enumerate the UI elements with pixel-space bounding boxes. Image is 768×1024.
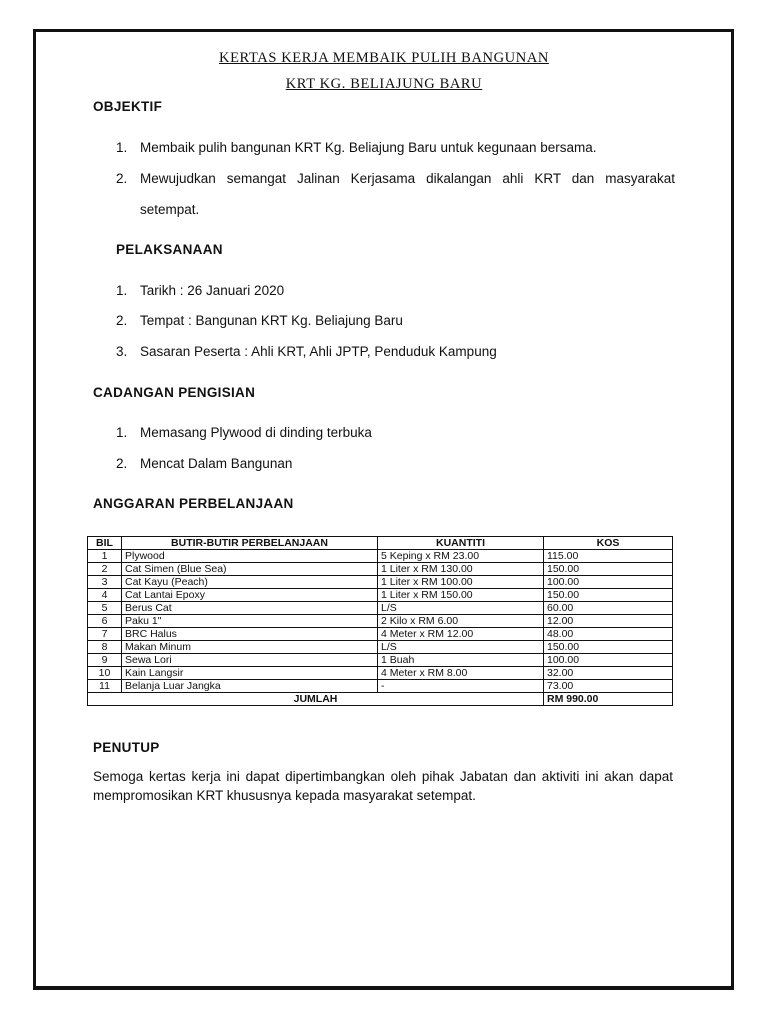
total-value: RM 990.00 <box>544 693 673 706</box>
closing-paragraph: Semoga kertas kerja ini dapat dipertimbangkan oleh pihak Jabatan dan aktiviti ini akan dapat mempromosikan KRT khususnya kepada masyarakat setempat. <box>93 769 673 803</box>
item-number: 3. <box>116 344 128 359</box>
cell-kuantiti: 1 Buah <box>378 654 544 667</box>
cell-bil: 8 <box>88 641 122 654</box>
cell-kos: 32.00 <box>544 667 673 680</box>
cell-butir: Belanja Luar Jangka <box>122 680 378 693</box>
cell-butir: Cat Lantai Epoxy <box>122 589 378 602</box>
section-heading-objektif: OBJEKTIF <box>93 99 163 114</box>
table-row <box>88 667 673 680</box>
cell-bil: 7 <box>88 628 122 641</box>
cell-kuantiti: 4 Meter x RM 8.00 <box>378 667 544 680</box>
cell-butir: Paku 1" <box>122 615 378 628</box>
table-row <box>88 563 673 576</box>
cell-kos: 150.00 <box>544 589 673 602</box>
cell-kuantiti: L/S <box>378 641 544 654</box>
cell-butir: Plywood <box>122 550 378 563</box>
cell-butir: Berus Cat <box>122 602 378 615</box>
cell-bil: 6 <box>88 615 122 628</box>
budget-table <box>87 536 673 706</box>
table-total-row <box>88 693 673 706</box>
table-row <box>88 680 673 693</box>
cell-kos: 48.00 <box>544 628 673 641</box>
table-row <box>88 602 673 615</box>
item-number: 1. <box>116 283 128 298</box>
cell-butir: Cat Kayu (Peach) <box>122 576 378 589</box>
document-title: KERTAS KERJA MEMBAIK PULIH BANGUNAN <box>219 50 549 66</box>
column-header-kuantiti: KUANTITI <box>378 537 544 550</box>
cell-butir: Sewa Lori <box>122 654 378 667</box>
cell-kos: 73.00 <box>544 680 673 693</box>
cell-kos: 100.00 <box>544 654 673 667</box>
cell-kuantiti: 1 Liter x RM 100.00 <box>378 576 544 589</box>
section-heading-pelaksanaan: PELAKSANAAN <box>116 242 223 257</box>
cell-kos: 150.00 <box>544 563 673 576</box>
item-text: Mewujudkan semangat Jalinan Kerjasama dikalangan ahli KRT dan masyarakat setempat. <box>140 171 675 217</box>
column-header-bil: BIL <box>88 537 122 550</box>
table-row <box>88 654 673 667</box>
cell-bil: 2 <box>88 563 122 576</box>
table-row <box>88 615 673 628</box>
table-header-row <box>88 537 673 550</box>
item-number: 2. <box>116 313 128 328</box>
item-number: 2. <box>116 456 128 471</box>
cell-kuantiti: - <box>378 680 544 693</box>
cell-butir: Makan Minum <box>122 641 378 654</box>
cell-butir: Cat Simen (Blue Sea) <box>122 563 378 576</box>
cell-kuantiti: 1 Liter x RM 150.00 <box>378 589 544 602</box>
column-header-kos: KOS <box>544 537 673 550</box>
item-text: Sasaran Peserta : Ahli KRT, Ahli JPTP, Penduduk Kampung <box>140 344 497 359</box>
cell-kos: 60.00 <box>544 602 673 615</box>
item-text: Mencat Dalam Bangunan <box>140 456 293 471</box>
cell-kuantiti: 1 Liter x RM 130.00 <box>378 563 544 576</box>
cell-bil: 3 <box>88 576 122 589</box>
cell-butir: BRC Halus <box>122 628 378 641</box>
cell-bil: 5 <box>88 602 122 615</box>
cell-kos: 150.00 <box>544 641 673 654</box>
cell-bil: 1 <box>88 550 122 563</box>
document-subtitle: KRT KG. BELIAJUNG BARU <box>285 76 483 92</box>
section-heading-anggaran: ANGGARAN PERBELANJAAN <box>93 496 294 511</box>
table-row <box>88 576 673 589</box>
section-heading-penutup: PENUTUP <box>93 740 160 755</box>
cell-kuantiti: 5 Keping x RM 23.00 <box>378 550 544 563</box>
table-row <box>88 589 673 602</box>
section-heading-cadangan: CADANGAN PENGISIAN <box>93 385 256 400</box>
cell-bil: 11 <box>88 680 122 693</box>
cell-butir: Kain Langsir <box>122 667 378 680</box>
column-header-butir: BUTIR-BUTIR PERBELANJAAN <box>122 537 378 550</box>
cell-kuantiti: 4 Meter x RM 12.00 <box>378 628 544 641</box>
cell-bil: 4 <box>88 589 122 602</box>
item-text: Tempat : Bangunan KRT Kg. Beliajung Baru <box>140 313 403 328</box>
item-number: 2. <box>116 171 128 186</box>
item-number: 1. <box>116 425 128 440</box>
item-text: Tarikh : 26 Januari 2020 <box>140 283 285 298</box>
cell-kos: 115.00 <box>544 550 673 563</box>
item-number: 1. <box>116 140 128 155</box>
table-row <box>88 628 673 641</box>
table-row <box>88 641 673 654</box>
cell-bil: 10 <box>88 667 122 680</box>
table-row <box>88 550 673 563</box>
cell-kos: 100.00 <box>544 576 673 589</box>
cell-kos: 12.00 <box>544 615 673 628</box>
item-text: Memasang Plywood di dinding terbuka <box>140 425 372 440</box>
item-text: Membaik pulih bangunan KRT Kg. Beliajung Baru untuk kegunaan bersama. <box>140 140 597 155</box>
cell-bil: 9 <box>88 654 122 667</box>
total-label: JUMLAH <box>88 693 544 706</box>
cell-kuantiti: L/S <box>378 602 544 615</box>
cell-kuantiti: 2 Kilo x RM 6.00 <box>378 615 544 628</box>
